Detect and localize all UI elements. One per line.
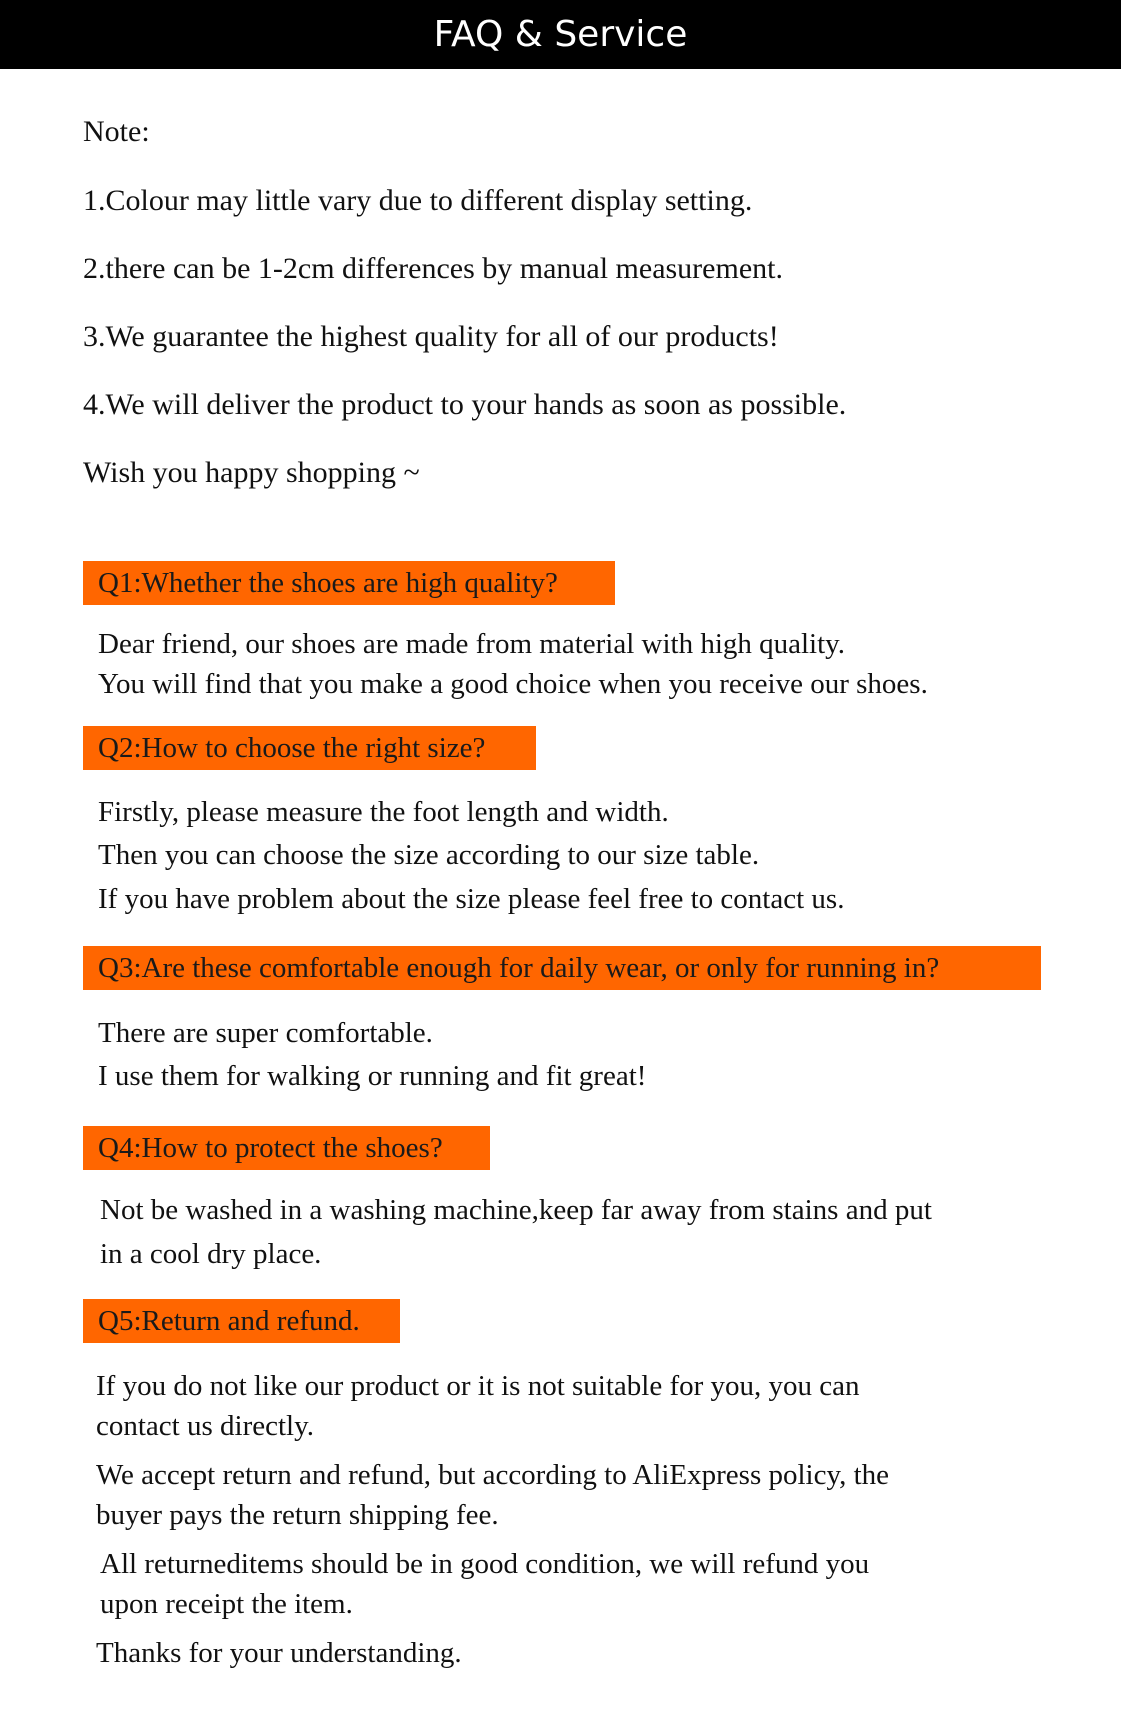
note-item-2: 2.there can be 1-2cm differences by manual measurement. — [83, 252, 783, 285]
faq-answer-5-line-2: contact us directly. — [96, 1410, 314, 1442]
faq-answer-2-line-3: If you have problem about the size please feel free to contact us. — [98, 883, 845, 915]
faq-question-2: Q2:How to choose the right size? — [83, 726, 536, 770]
faq-question-4: Q4:How to protect the shoes? — [83, 1126, 490, 1170]
note-closing: Wish you happy shopping ~ — [83, 456, 420, 489]
faq-answer-5-line-1: If you do not like our product or it is not suitable for you, you can — [96, 1370, 860, 1402]
note-item-1: 1.Colour may little vary due to different display setting. — [83, 184, 753, 217]
note-item-3: 3.We guarantee the highest quality for all of our products! — [83, 320, 779, 353]
faq-answer-2-line-1: Firstly, please measure the foot length and width. — [98, 796, 669, 828]
faq-question-5: Q5:Return and refund. — [83, 1299, 400, 1343]
faq-answer-4-line-1: Not be washed in a washing machine,keep far away from stains and put — [100, 1194, 932, 1226]
faq-answer-5-line-5: All returneditems should be in good condition, we will refund you — [100, 1548, 870, 1580]
note-item-4: 4.We will deliver the product to your hands as soon as possible. — [83, 388, 847, 421]
faq-question-1: Q1:Whether the shoes are high quality? — [83, 561, 615, 605]
faq-answer-5-line-3: We accept return and refund, but according to AliExpress policy, the — [96, 1459, 890, 1491]
faq-answer-2-line-2: Then you can choose the size according to our size table. — [98, 839, 760, 871]
faq-answer-4-line-2: in a cool dry place. — [100, 1238, 322, 1270]
faq-question-3: Q3:Are these comfortable enough for daily wear, or only for running in? — [83, 946, 1041, 990]
faq-answer-5-line-4: buyer pays the return shipping fee. — [96, 1499, 499, 1531]
faq-answer-5-line-7: Thanks for your understanding. — [96, 1637, 462, 1669]
faq-answer-5-line-6: upon receipt the item. — [100, 1588, 353, 1620]
faq-answer-1-line-1: Dear friend, our shoes are made from material with high quality. — [98, 628, 846, 660]
faq-answer-3-line-1: There are super comfortable. — [98, 1017, 433, 1049]
note-label: Note: — [83, 115, 150, 148]
faq-answer-3-line-2: I use them for walking or running and fit great! — [98, 1060, 647, 1092]
faq-answer-1-line-2: You will find that you make a good choice when you receive our shoes. — [98, 668, 928, 700]
page-header: FAQ & Service — [0, 0, 1121, 69]
